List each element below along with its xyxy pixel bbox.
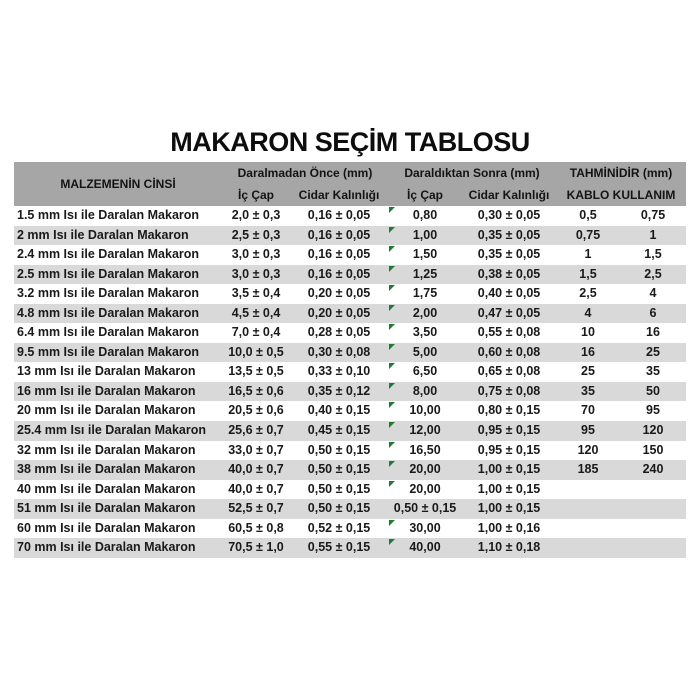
cable-usage-max-cell xyxy=(620,499,686,519)
excel-corner-flag-icon xyxy=(389,461,395,467)
cable-usage-max-cell: 0,75 xyxy=(640,208,666,222)
material-cell: 38 mm Isı ile Daralan Makaron xyxy=(14,460,222,480)
material-cell: 60 mm Isı ile Daralan Makaron xyxy=(17,520,196,535)
excel-corner-flag-icon xyxy=(389,539,395,545)
before-inner-diameter-cell: 33,0 ± 0,7 xyxy=(228,442,284,457)
table-header xyxy=(14,162,686,206)
excel-corner-flag-icon xyxy=(389,324,395,330)
material-cell: 2.4 mm Isı ile Daralan Makaron xyxy=(17,247,200,262)
cable-usage-min-cell: 10 xyxy=(581,325,595,340)
cable-usage-max-cell xyxy=(620,519,686,539)
material-cell: 25.4 mm Isı ile Daralan Makaron xyxy=(14,421,222,441)
cable-usage-min-cell: 1 xyxy=(584,247,592,262)
before-wall-thickness-cell: 0,30 ± 0,08 xyxy=(290,343,388,363)
column-header-after-inner-diameter: İç Çap xyxy=(388,184,462,206)
material-cell: 51 mm Isı ile Daralan Makaron xyxy=(14,499,222,519)
after-inner-diameter-cell: 1,50 xyxy=(388,245,462,265)
cable-usage-min-cell: 0,75 xyxy=(556,226,620,246)
column-header-before-inner-diameter: İç Çap xyxy=(222,184,290,206)
cable-usage-max-cell: 50 xyxy=(620,382,686,402)
material-cell: 32 mm Isı ile Daralan Makaron xyxy=(17,442,196,457)
cable-usage-min-cell: 70 xyxy=(581,403,595,418)
cable-usage-max-cell: 2,5 xyxy=(620,265,686,285)
cable-usage-max-cell: 95 xyxy=(646,403,660,418)
material-cell: 2 mm Isı ile Daralan Makaron xyxy=(14,226,222,246)
before-wall-thickness-cell: 0,52 ± 0,15 xyxy=(307,520,371,535)
cable-usage-max-cell: 1 xyxy=(620,226,686,246)
before-inner-diameter-cell: 2,5 ± 0,3 xyxy=(222,226,290,246)
after-wall-thickness-cell: 0,38 ± 0,05 xyxy=(462,265,556,285)
cable-usage-min-cell: 16 xyxy=(556,343,620,363)
before-inner-diameter-cell: 16,5 ± 0,6 xyxy=(222,382,290,402)
after-wall-thickness-cell: 1,00 ± 0,16 xyxy=(477,520,541,535)
cable-usage-max-cell: 1,5 xyxy=(644,247,662,262)
cable-usage-min-cell: 25 xyxy=(581,364,595,379)
after-inner-diameter-cell: 10,00 xyxy=(388,401,462,421)
after-inner-diameter-cell: 40,00 xyxy=(388,538,462,558)
cable-usage-min-cell xyxy=(556,499,620,519)
after-inner-diameter-cell: 8,00 xyxy=(388,382,462,402)
after-inner-diameter-cell: 0,80 xyxy=(388,206,462,226)
table-row xyxy=(14,460,686,480)
excel-corner-flag-icon xyxy=(389,363,395,369)
table-row xyxy=(14,245,686,265)
excel-corner-flag-icon xyxy=(389,402,395,408)
after-wall-thickness-cell: 1,10 ± 0,18 xyxy=(462,538,556,558)
before-inner-diameter-cell: 40,0 ± 0,7 xyxy=(222,460,290,480)
before-inner-diameter-cell: 52,5 ± 0,7 xyxy=(222,499,290,519)
before-inner-diameter-cell: 2,0 ± 0,3 xyxy=(231,208,281,222)
before-inner-diameter-cell: 25,6 ± 0,7 xyxy=(222,421,290,441)
before-wall-thickness-cell: 0,40 ± 0,15 xyxy=(307,403,371,418)
cable-usage-min-cell: 0,5 xyxy=(579,208,597,222)
before-wall-thickness-cell: 0,50 ± 0,15 xyxy=(290,460,388,480)
table-row xyxy=(14,362,686,382)
excel-corner-flag-icon xyxy=(389,481,395,487)
table-row xyxy=(14,519,686,539)
material-cell: 13 mm Isı ile Daralan Makaron xyxy=(17,364,196,379)
after-wall-thickness-cell: 0,47 ± 0,05 xyxy=(462,304,556,324)
excel-corner-flag-icon xyxy=(389,246,395,252)
cable-usage-max-cell: 240 xyxy=(620,460,686,480)
column-header-material: MALZEMENİN CİNSİ xyxy=(14,162,222,206)
after-wall-thickness-cell: 1,00 ± 0,15 xyxy=(477,481,541,496)
cable-usage-min-cell: 185 xyxy=(556,460,620,480)
material-cell: 40 mm Isı ile Daralan Makaron xyxy=(17,481,196,496)
cable-usage-max-cell xyxy=(620,480,686,500)
column-header-cable-usage: KABLO KULLANIM xyxy=(556,184,686,206)
after-inner-diameter-cell: 1,25 xyxy=(388,265,462,285)
after-inner-diameter-cell: 30,00 xyxy=(388,519,462,539)
before-wall-thickness-cell: 0,16 ± 0,05 xyxy=(307,208,371,222)
before-inner-diameter-cell: 13,5 ± 0,5 xyxy=(228,364,284,379)
cable-usage-min-cell: 2,5 xyxy=(579,286,597,301)
excel-corner-flag-icon xyxy=(389,442,395,448)
cable-usage-min-cell xyxy=(556,519,620,539)
cable-usage-max-cell: 150 xyxy=(642,442,664,457)
material-cell: 20 mm Isı ile Daralan Makaron xyxy=(17,403,196,418)
table-row xyxy=(14,480,686,500)
after-inner-diameter-cell: 6,50 xyxy=(388,362,462,382)
material-cell: 16 mm Isı ile Daralan Makaron xyxy=(14,382,222,402)
before-wall-thickness-cell: 0,45 ± 0,15 xyxy=(290,421,388,441)
page-title: MAKARON SEÇİM TABLOSU xyxy=(170,127,530,157)
table-body xyxy=(14,206,686,558)
before-inner-diameter-cell: 7,0 ± 0,4 xyxy=(231,325,281,340)
cable-usage-min-cell: 120 xyxy=(577,442,599,457)
table-row xyxy=(14,499,686,519)
excel-corner-flag-icon xyxy=(389,285,395,291)
cable-usage-min-cell: 1,5 xyxy=(556,265,620,285)
cable-usage-max-cell xyxy=(620,538,686,558)
after-wall-thickness-cell: 0,55 ± 0,08 xyxy=(477,325,541,340)
before-wall-thickness-cell: 0,55 ± 0,15 xyxy=(290,538,388,558)
cable-usage-min-cell: 95 xyxy=(556,421,620,441)
excel-corner-flag-icon xyxy=(389,383,395,389)
table-row xyxy=(14,401,686,421)
column-group-estimate: TAHMİNİDİR (mm) xyxy=(556,162,686,184)
material-cell: 3.2 mm Isı ile Daralan Makaron xyxy=(17,286,200,301)
after-wall-thickness-cell: 0,95 ± 0,15 xyxy=(462,421,556,441)
cable-usage-min-cell xyxy=(556,538,620,558)
excel-corner-flag-icon xyxy=(389,422,395,428)
after-inner-diameter-cell: 12,00 xyxy=(388,421,462,441)
after-inner-diameter-cell: 3,50 xyxy=(388,323,462,343)
after-inner-diameter-cell: 5,00 xyxy=(388,343,462,363)
table-row xyxy=(14,323,686,343)
after-inner-diameter-cell: 1,00 xyxy=(388,226,462,246)
before-wall-thickness-cell: 0,20 ± 0,05 xyxy=(290,304,388,324)
before-inner-diameter-cell: 20,5 ± 0,6 xyxy=(228,403,284,418)
table-row xyxy=(14,206,686,226)
before-inner-diameter-cell: 10,0 ± 0,5 xyxy=(222,343,290,363)
material-cell: 4.8 mm Isı ile Daralan Makaron xyxy=(14,304,222,324)
excel-corner-flag-icon xyxy=(389,266,395,272)
column-group-after-shrink: Daraldıktan Sonra (mm) xyxy=(388,162,556,184)
table-row xyxy=(14,441,686,461)
table-row xyxy=(14,343,686,363)
table-row xyxy=(14,538,686,558)
before-inner-diameter-cell: 3,0 ± 0,3 xyxy=(222,265,290,285)
after-wall-thickness-cell: 0,75 ± 0,08 xyxy=(462,382,556,402)
excel-corner-flag-icon xyxy=(389,305,395,311)
cable-usage-max-cell: 16 xyxy=(646,325,660,340)
after-wall-thickness-cell: 0,65 ± 0,08 xyxy=(477,364,541,379)
column-group-before-shrink: Daralmadan Önce (mm) xyxy=(222,162,388,184)
cable-usage-max-cell: 4 xyxy=(649,286,657,301)
table-row xyxy=(14,284,686,304)
before-wall-thickness-cell: 0,28 ± 0,05 xyxy=(307,325,371,340)
before-wall-thickness-cell: 0,50 ± 0,15 xyxy=(290,499,388,519)
after-wall-thickness-cell: 0,80 ± 0,15 xyxy=(477,403,541,418)
material-cell: 70 mm Isı ile Daralan Makaron xyxy=(14,538,222,558)
column-header-before-wall-thickness: Cidar Kalınlığı xyxy=(290,184,388,206)
before-wall-thickness-cell: 0,50 ± 0,15 xyxy=(307,481,371,496)
material-cell: 6.4 mm Isı ile Daralan Makaron xyxy=(17,325,200,340)
after-wall-thickness-cell: 0,30 ± 0,05 xyxy=(477,208,541,222)
column-header-after-wall-thickness: Cidar Kalınlığı xyxy=(462,184,556,206)
after-wall-thickness-cell: 1,00 ± 0,15 xyxy=(462,499,556,519)
before-inner-diameter-cell: 60,5 ± 0,8 xyxy=(228,520,284,535)
after-wall-thickness-cell: 0,35 ± 0,05 xyxy=(462,226,556,246)
material-cell: 2.5 mm Isı ile Daralan Makaron xyxy=(14,265,222,285)
after-inner-diameter-cell: 16,50 xyxy=(388,441,462,461)
cable-usage-max-cell: 120 xyxy=(620,421,686,441)
table-row xyxy=(14,226,686,246)
before-inner-diameter-cell: 40,0 ± 0,7 xyxy=(228,481,284,496)
before-inner-diameter-cell: 70,5 ± 1,0 xyxy=(222,538,290,558)
before-wall-thickness-cell: 0,20 ± 0,05 xyxy=(307,286,371,301)
table-row xyxy=(14,421,686,441)
before-inner-diameter-cell: 3,5 ± 0,4 xyxy=(231,286,281,301)
cable-usage-min-cell: 35 xyxy=(556,382,620,402)
excel-corner-flag-icon xyxy=(389,344,395,350)
cable-usage-max-cell: 35 xyxy=(646,364,660,379)
after-inner-diameter-cell: 20,00 xyxy=(388,460,462,480)
cable-usage-min-cell xyxy=(556,480,620,500)
after-wall-thickness-cell: 1,00 ± 0,15 xyxy=(462,460,556,480)
after-inner-diameter-cell: 2,00 xyxy=(388,304,462,324)
before-wall-thickness-cell: 0,35 ± 0,12 xyxy=(290,382,388,402)
excel-corner-flag-icon xyxy=(389,207,395,213)
after-inner-diameter-cell: 20,00 xyxy=(388,480,462,500)
cable-usage-max-cell: 6 xyxy=(620,304,686,324)
table-row xyxy=(14,304,686,324)
cable-usage-max-cell: 25 xyxy=(620,343,686,363)
before-wall-thickness-cell: 0,16 ± 0,05 xyxy=(307,247,371,262)
before-inner-diameter-cell: 3,0 ± 0,3 xyxy=(231,247,281,262)
table-row xyxy=(14,265,686,285)
before-wall-thickness-cell: 0,16 ± 0,05 xyxy=(290,265,388,285)
material-cell: 9.5 mm Isı ile Daralan Makaron xyxy=(14,343,222,363)
cable-usage-min-cell: 4 xyxy=(556,304,620,324)
before-inner-diameter-cell: 4,5 ± 0,4 xyxy=(222,304,290,324)
after-wall-thickness-cell: 0,40 ± 0,05 xyxy=(477,286,541,301)
table-row xyxy=(14,382,686,402)
material-cell: 1.5 mm Isı ile Daralan Makaron xyxy=(17,208,200,222)
after-wall-thickness-cell: 0,95 ± 0,15 xyxy=(477,442,541,457)
excel-corner-flag-icon xyxy=(389,520,395,526)
before-wall-thickness-cell: 0,50 ± 0,15 xyxy=(307,442,371,457)
after-inner-diameter-cell: 1,75 xyxy=(388,284,462,304)
before-wall-thickness-cell: 0,16 ± 0,05 xyxy=(290,226,388,246)
makaron-selection-table xyxy=(14,162,686,558)
after-wall-thickness-cell: 0,60 ± 0,08 xyxy=(462,343,556,363)
before-wall-thickness-cell: 0,33 ± 0,10 xyxy=(307,364,371,379)
excel-corner-flag-icon xyxy=(389,227,395,233)
after-inner-diameter-cell: 0,50 ± 0,15 xyxy=(388,499,462,519)
after-wall-thickness-cell: 0,35 ± 0,05 xyxy=(477,247,541,262)
